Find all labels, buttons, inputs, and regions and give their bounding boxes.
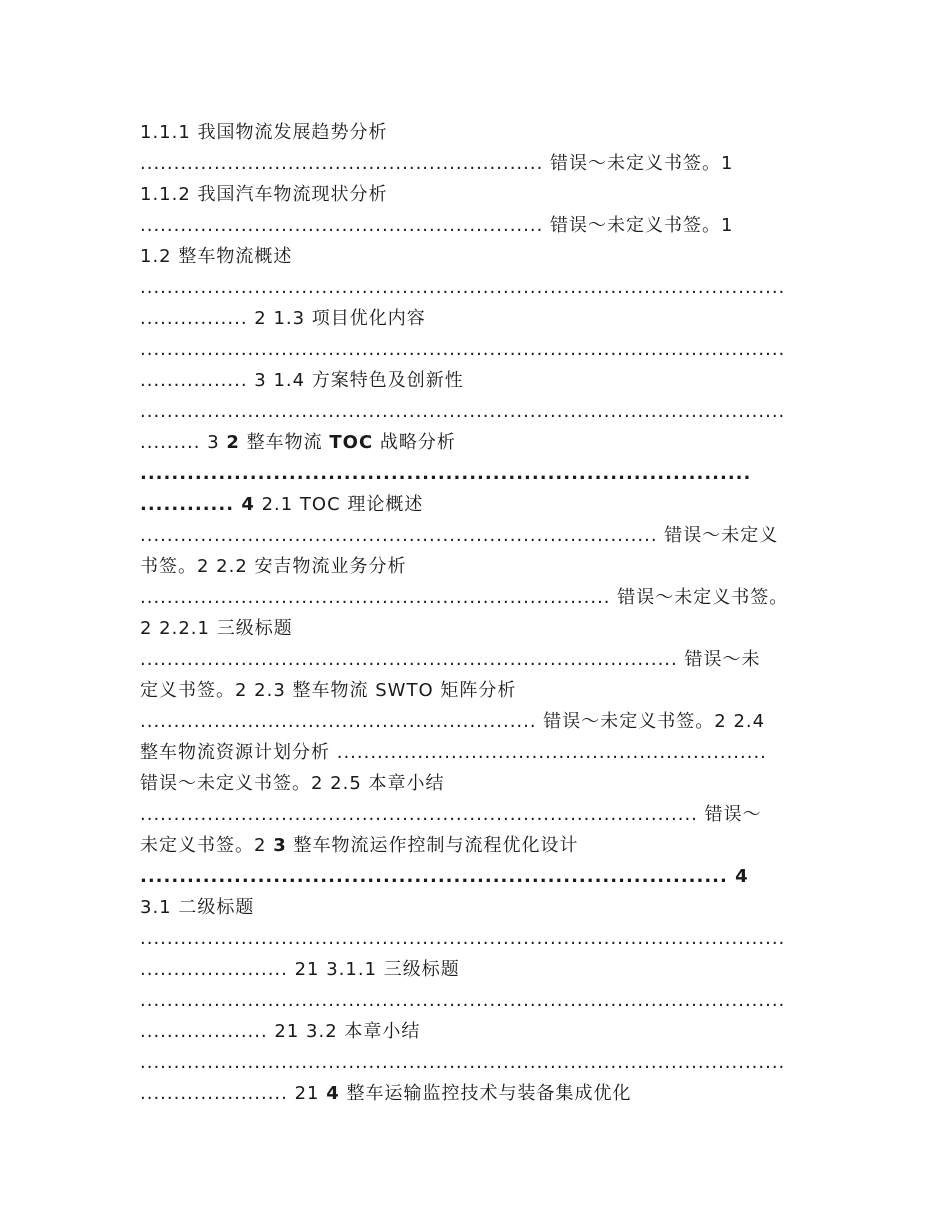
toc-line bbox=[140, 338, 785, 362]
toc-line bbox=[140, 276, 785, 300]
toc-line bbox=[140, 710, 765, 734]
toc-text: 错误～未定义书签。2 2.5 本章小结 bbox=[140, 773, 445, 794]
toc-line bbox=[140, 896, 254, 920]
toc-line bbox=[140, 555, 407, 579]
toc-text: ................................................................................................ bbox=[140, 401, 786, 422]
toc-text: 整车物流资源计划分析 ................................................................ bbox=[140, 742, 767, 763]
toc-line bbox=[140, 369, 464, 393]
toc-text: ........................................................................... 4 bbox=[140, 866, 749, 887]
toc-text: 2.1 TOC 理论概述 bbox=[254, 494, 424, 515]
toc-text: ............................................................ 错误～未定义书签。1 bbox=[140, 153, 734, 174]
toc-text: ................... 21 3.2 本章小结 bbox=[140, 1021, 421, 1042]
toc-text: ...................................................................... 错误～未定义书签。 bbox=[140, 587, 789, 608]
toc-text: ................................................................................................ bbox=[140, 990, 786, 1011]
toc-text: ................ 2 1.3 项目优化内容 bbox=[140, 308, 426, 329]
toc-text: ................................................................................................ bbox=[140, 928, 786, 949]
toc-line bbox=[140, 741, 767, 765]
toc-text: ................................................................................... 错误～ bbox=[140, 804, 762, 825]
toc-line bbox=[140, 617, 293, 641]
toc-line bbox=[140, 958, 460, 982]
toc-text: .............................................................................. bbox=[140, 463, 752, 484]
toc-line bbox=[140, 524, 778, 548]
toc-line bbox=[140, 493, 423, 517]
toc-text: 2 bbox=[226, 432, 240, 453]
toc-text: ................ 3 1.4 方案特色及创新性 bbox=[140, 370, 464, 391]
toc-text: 未定义书签。2 bbox=[140, 835, 274, 856]
toc-text: ...................... 21 3.1.1 三级标题 bbox=[140, 959, 460, 980]
toc-text: 4 bbox=[326, 1083, 340, 1104]
toc-line bbox=[140, 834, 578, 858]
toc-text: 1.2 整车物流概述 bbox=[140, 246, 293, 267]
toc-text: TOC bbox=[329, 432, 374, 453]
toc-text: ........................................................... 错误～未定义书签。2 2.4 bbox=[140, 711, 766, 732]
toc-line bbox=[140, 1020, 420, 1044]
toc-line bbox=[140, 679, 516, 703]
toc-text: 定义书签。2 2.3 整车物流 SWTO 矩阵分析 bbox=[140, 680, 517, 701]
toc-line bbox=[140, 245, 292, 269]
toc-text: ............................................................ 错误～未定义书签。1 bbox=[140, 215, 734, 236]
toc-text: 3.1 二级标题 bbox=[140, 897, 255, 918]
toc-text: ................................................................................................ bbox=[140, 277, 786, 298]
toc-text: ................................................................................................ bbox=[140, 1052, 786, 1073]
toc-text: ......... 3 bbox=[140, 432, 227, 453]
toc-line bbox=[140, 989, 785, 1013]
toc-line bbox=[140, 152, 733, 176]
toc-line bbox=[140, 803, 762, 827]
toc-line bbox=[140, 431, 456, 455]
toc-text: 3 bbox=[273, 835, 287, 856]
toc-text: ................................................................................................ bbox=[140, 339, 786, 360]
toc-text: ............................................................................. 错误～未定义 bbox=[140, 525, 779, 546]
toc-line bbox=[140, 927, 785, 951]
toc-line bbox=[140, 307, 426, 331]
toc-text: ............ 4 bbox=[140, 494, 255, 515]
toc-line bbox=[140, 462, 751, 486]
toc-line bbox=[140, 183, 388, 207]
toc-text: ................................................................................ 错误～未 bbox=[140, 649, 761, 670]
toc-text: 1.1.2 我国汽车物流现状分析 bbox=[140, 184, 388, 205]
toc-text: 战略分析 bbox=[373, 432, 456, 453]
toc-line bbox=[140, 772, 445, 796]
toc-text: 1.1.1 我国物流发展趋势分析 bbox=[140, 122, 388, 143]
toc-line bbox=[140, 865, 749, 889]
toc-text: 书签。2 2.2 安吉物流业务分析 bbox=[140, 556, 407, 577]
toc-text: 整车物流运作控制与流程优化设计 bbox=[286, 835, 579, 856]
toc-text: 2 2.2.1 三级标题 bbox=[140, 618, 293, 639]
toc-text: 整车运输监控技术与装备集成优化 bbox=[339, 1083, 632, 1104]
toc-line bbox=[140, 1051, 785, 1075]
toc-line bbox=[140, 1082, 632, 1106]
toc-text: ...................... 21 bbox=[140, 1083, 327, 1104]
toc-line bbox=[140, 400, 785, 424]
toc-line bbox=[140, 586, 788, 610]
toc-text: 整车物流 bbox=[239, 432, 330, 453]
toc-line bbox=[140, 648, 760, 672]
toc-line bbox=[140, 214, 733, 238]
toc-line bbox=[140, 121, 388, 145]
